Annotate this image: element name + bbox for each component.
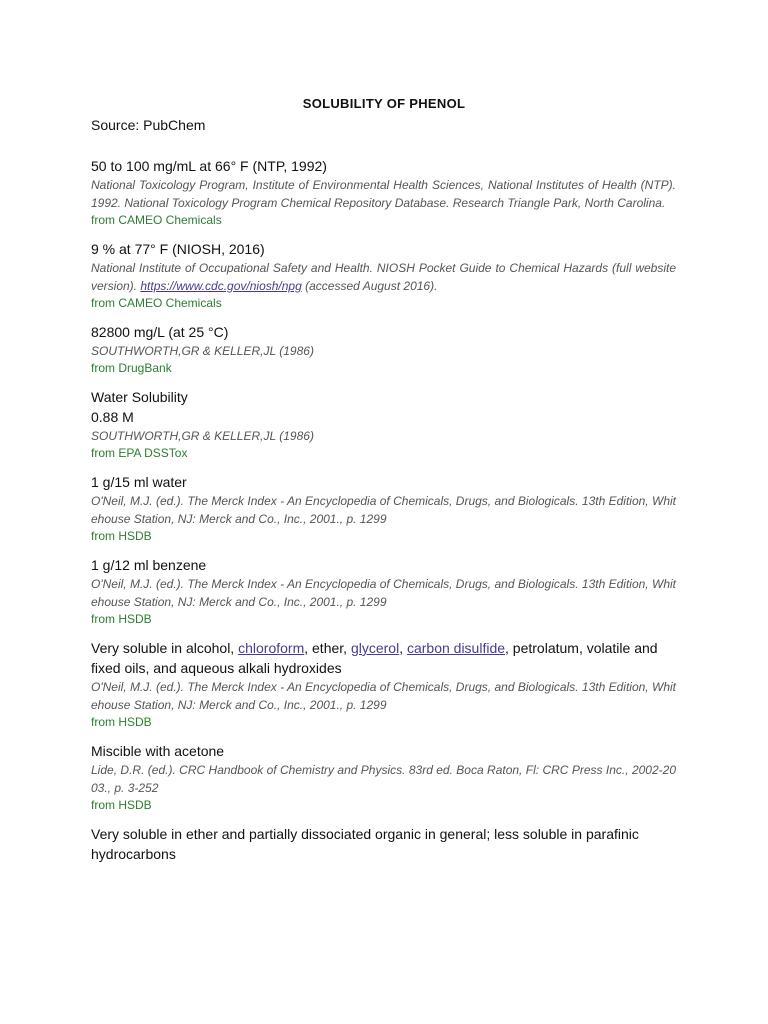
- solubility-entry: [91, 387, 676, 462]
- entry-source: from HSDB: [91, 612, 152, 626]
- solubility-entry: [91, 638, 676, 731]
- value-text: Very soluble in alcohol,: [91, 640, 239, 656]
- entry-value: 1 g/12 ml benzene: [91, 557, 207, 573]
- entry-citation: [91, 259, 676, 295]
- chloroform-link[interactable]: chloroform: [238, 640, 305, 656]
- entry-citation: SOUTHWORTH,GR & KELLER,JL (1986): [91, 344, 314, 358]
- page-title: SOLUBILITY OF PHENOL: [302, 96, 466, 111]
- entry-value: 0.88 M: [91, 409, 134, 425]
- entry-value: 82800 mg/L (at 25 °C): [91, 324, 229, 340]
- entry-citation: National Toxicology Program, Institute of Environmental Health Sciences, National Institutes of Health (NTP). 1992. National Toxicology Program Chemical Repository Database. Research Triangle Park, North Carolina.: [91, 178, 676, 210]
- solubility-entry: [91, 322, 676, 377]
- citation-text: (accessed August 2016).: [301, 279, 438, 293]
- solubility-entry: [91, 239, 676, 312]
- entry-value: Water Solubility: [91, 389, 188, 405]
- entry-value: 50 to 100 mg/mL at 66° F (NTP, 1992): [91, 158, 327, 174]
- entry-source: from EPA DSSTox: [91, 446, 188, 460]
- source-line: Source: PubChem: [91, 117, 206, 133]
- solubility-entry: [91, 555, 676, 628]
- entry-value: 9 % at 77° F (NIOSH, 2016): [91, 241, 265, 257]
- citation-text: National Institute of Occupational Safety and Health. NIOSH Pocket Guide to Chemical Hazards (full website version).: [91, 261, 676, 293]
- entry-value: Miscible with acetone: [91, 743, 225, 759]
- entry-citation: O'Neil, M.J. (ed.). The Merck Index - An Encyclopedia of Chemicals, Drugs, and Biologicals. 13th Edition, Whitehouse Station, NJ: Merck and Co., Inc., 2001., p. 1299: [91, 494, 676, 526]
- value-text: , petrolatum, volatile and fixed oils, and aqueous alkali hydroxides: [91, 640, 658, 676]
- entry-citation: O'Neil, M.J. (ed.). The Merck Index - An Encyclopedia of Chemicals, Drugs, and Biologicals. 13th Edition, Whitehouse Station, NJ: Merck and Co., Inc., 2001., p. 1299: [91, 577, 676, 609]
- solubility-entry: [91, 472, 676, 545]
- entry-value: Very soluble in ether and partially dissociated organic in general; less soluble in parafinic hydrocarbons: [91, 826, 639, 862]
- entry-source: from CAMEO Chemicals: [91, 213, 222, 227]
- value-text: , ether,: [304, 640, 351, 656]
- value-text: ,: [399, 640, 407, 656]
- solubility-entry: [91, 741, 676, 814]
- niosh-link[interactable]: https://www.cdc.gov/niosh/npg: [140, 279, 302, 293]
- entry-source: from CAMEO Chemicals: [91, 296, 222, 310]
- solubility-list: [91, 156, 676, 874]
- carbon-disulfide-link[interactable]: carbon disulfide: [406, 640, 506, 656]
- entry-source: from HSDB: [91, 798, 152, 812]
- entry-source: from DrugBank: [91, 361, 172, 375]
- entry-value: 1 g/15 ml water: [91, 474, 187, 490]
- entry-source: from HSDB: [91, 529, 152, 543]
- entry-citation: Lide, D.R. (ed.). CRC Handbook of Chemistry and Physics. 83rd ed. Boca Raton, Fl: CRC Press Inc., 2002-2003., p. 3-252: [91, 763, 676, 795]
- solubility-entry: [91, 156, 676, 229]
- entry-value: [91, 638, 676, 678]
- entry-citation: SOUTHWORTH,GR & KELLER,JL (1986): [91, 429, 314, 443]
- glycerol-link[interactable]: glycerol: [350, 640, 400, 656]
- entry-source: from HSDB: [91, 715, 152, 729]
- entry-citation: O'Neil, M.J. (ed.). The Merck Index - An Encyclopedia of Chemicals, Drugs, and Biologicals. 13th Edition, Whitehouse Station, NJ: Merck and Co., Inc., 2001., p. 1299: [91, 680, 676, 712]
- solubility-entry: [91, 824, 676, 864]
